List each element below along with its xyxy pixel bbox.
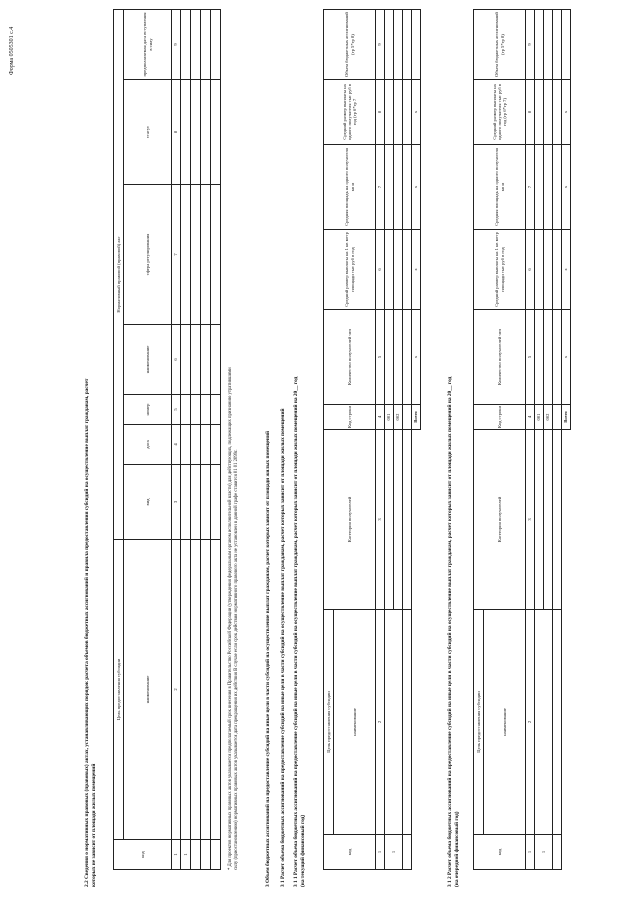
- table-cell: [211, 80, 221, 185]
- table-cell: [385, 145, 394, 230]
- table-cell: [201, 9, 211, 79]
- table-cell: [181, 80, 191, 185]
- table-cell: [201, 540, 211, 840]
- table-cell: Средний размер выплаты на одного получателя тыс руб в год (гр 6*гр 7): [474, 80, 526, 145]
- table-cell: 001: [535, 405, 544, 430]
- table-cell: [394, 230, 403, 310]
- table-cell: [385, 230, 394, 310]
- table-cell: 3: [526, 430, 535, 610]
- section-3-title: 3 Объем бюджетных ассигнований на предоставление субсидий на иные цели в части субсидий на осуществление выплат гражданам, расчет которых зависит от площади жилых помещений: [265, 430, 271, 887]
- col-header: наименование: [124, 540, 172, 840]
- table-cell: х: [412, 80, 421, 145]
- table-cell: [535, 10, 544, 80]
- table-cell: 1: [535, 835, 553, 870]
- table-cell: [201, 80, 211, 185]
- table-cell: [553, 610, 562, 835]
- table-cell: [191, 425, 201, 465]
- col-header: Цель предоставления субсидии: [114, 540, 124, 840]
- section-2-2-title: 2.2 Сведения о нормативных правовых (правовых) актах, устанавливающих порядок расчета объемов бюджетных ассигнований и правила предоставления субсидий на осуществление выплат гражданам, расчет которых не зависит от площади жилых помещений: [84, 378, 97, 887]
- table-cell: [394, 145, 403, 230]
- table-cell: Код строки: [324, 405, 376, 430]
- table-cell: [535, 145, 544, 230]
- table-cell: [535, 230, 544, 310]
- table-cell: 4: [172, 425, 181, 465]
- table-cell: 002: [394, 405, 403, 430]
- table-cell: [385, 310, 394, 405]
- total-label: Всего: [562, 405, 571, 430]
- table-cell: Средняя площадь на одного получателя кв м: [474, 145, 526, 230]
- table-cell: [191, 80, 201, 185]
- table-cell: [191, 325, 201, 395]
- table-cell: [403, 835, 412, 870]
- table-cell: 9: [172, 9, 181, 79]
- table-cell: [211, 840, 221, 870]
- table-cell: наименование: [484, 610, 526, 835]
- table-cell: 6: [172, 325, 181, 395]
- table-cell: [385, 10, 394, 80]
- table-cell: [181, 185, 191, 325]
- table-cell: 8: [376, 80, 385, 145]
- table-cell: [201, 325, 211, 395]
- table-cell: [412, 430, 421, 610]
- table-cell: 1: [376, 835, 385, 870]
- col-header: Нормативный правовой (правовой) акт: [114, 9, 124, 539]
- table-cell: наименование: [334, 610, 376, 835]
- table-cell: х: [412, 310, 421, 405]
- table-cell: [553, 310, 562, 405]
- table-cell: [412, 610, 421, 835]
- table-cell: код: [324, 835, 376, 870]
- col-header: вид: [124, 465, 172, 540]
- table-cell: [403, 430, 412, 610]
- table-cell: [385, 80, 394, 145]
- row-code: 1: [181, 840, 191, 870]
- table-cell: [544, 430, 553, 610]
- table-3-1-2: [473, 9, 571, 870]
- table-cell: [181, 395, 191, 425]
- table-cell: Цель предоставления субсидии: [474, 610, 484, 835]
- table-cell: 3: [376, 430, 385, 610]
- table-cell: Средний размер выплаты на 1 кв метр площади тыс руб в год: [474, 230, 526, 310]
- table-cell: 3: [172, 465, 181, 540]
- table-cell: Объем бюджетных ассигнований (гр 5*гр 8): [324, 10, 376, 80]
- table-cell: [412, 10, 421, 80]
- table-cell: [553, 405, 562, 430]
- table-cell: [385, 610, 403, 835]
- table-cell: [211, 325, 221, 395]
- table-cell: 4: [376, 405, 385, 430]
- table-cell: Средний размер выплаты на 1 кв метр площади тыс руб в год: [324, 230, 376, 310]
- table-cell: 002: [544, 405, 553, 430]
- section-3-1-1-title: 3 1 1 Расчет объема бюджетных ассигнований на предоставление субсидий на иные цели в части субсидий на осуществление выплат гражданам, расчет которых зависит от площади жилых помещений на 20__ год (на текущий финансовый год): [293, 376, 306, 887]
- col-header: наименование: [124, 325, 172, 395]
- table-cell: Цель предоставления субсидии: [324, 610, 334, 835]
- table-cell: Средняя площадь на одного получателя кв м: [324, 145, 376, 230]
- table-cell: [535, 430, 544, 610]
- table-cell: [181, 540, 191, 840]
- table-cell: [403, 405, 412, 430]
- table-cell: [191, 465, 201, 540]
- table-cell: [211, 425, 221, 465]
- table-cell: [394, 80, 403, 145]
- table-cell: Категория получателей: [324, 430, 376, 610]
- table-cell: [535, 310, 544, 405]
- table-cell: [201, 395, 211, 425]
- table-cell: 8: [526, 80, 535, 145]
- table-cell: х: [562, 230, 571, 310]
- table-cell: [394, 310, 403, 405]
- table-3-1-1: [323, 9, 421, 870]
- section-3-1-title: 3 1 Расчет объема бюджетных ассигнований на предоставление субсидий на иные цели в части субсидий на осуществление выплат гражданам, расчет которых зависит от площади жилых помещений: [280, 408, 286, 887]
- table-cell: х: [412, 230, 421, 310]
- table-cell: 5: [376, 310, 385, 405]
- table-cell: 6: [526, 230, 535, 310]
- table-cell: [553, 430, 562, 610]
- total-label: Всего: [412, 405, 421, 430]
- table-cell: [544, 145, 553, 230]
- table-cell: [211, 9, 221, 79]
- table-cell: [562, 835, 571, 870]
- table-cell: [201, 465, 211, 540]
- table-cell: код: [474, 835, 526, 870]
- table-cell: [211, 395, 221, 425]
- table-2-2: [113, 9, 221, 870]
- table-cell: Категория получателей: [474, 430, 526, 610]
- col-header: номер: [124, 395, 172, 425]
- table-cell: [201, 185, 211, 325]
- table-cell: [191, 540, 201, 840]
- footnote: * Для проектов нормативных правовых актов указывается предполагаемый срок внесения в Правительство Российской Федерации (утверждения федеральным органом исполнительной власти) для действующих, подлежащих признанию утратившими силу (приостановлению) нормативных правовых актов указывается дата прекращения их действия В случае если срок действия нормативного правового акта не установлен в данной графе ставится 01 01 2099г.: [228, 367, 239, 870]
- table-cell: [181, 465, 191, 540]
- table-cell: [181, 325, 191, 395]
- table-cell: 7: [172, 185, 181, 325]
- table-cell: Код строки: [474, 405, 526, 430]
- col-header: статус: [124, 80, 172, 185]
- table-cell: [191, 395, 201, 425]
- table-cell: [403, 10, 412, 80]
- table-cell: 2: [172, 540, 181, 840]
- col-header: предполагаемая дата вступления в силу: [124, 9, 172, 79]
- table-cell: 1: [172, 840, 181, 870]
- table-cell: 2: [526, 610, 535, 835]
- table-cell: 9: [376, 10, 385, 80]
- table-cell: [385, 430, 394, 610]
- table-cell: Объем бюджетных ассигнований (гр 5*гр 8): [474, 10, 526, 80]
- table-cell: 5: [172, 395, 181, 425]
- table-cell: х: [562, 80, 571, 145]
- form-code: Форма 0505301 с.4: [9, 26, 15, 75]
- table-cell: Количество получателей чел: [474, 310, 526, 405]
- table-cell: [201, 425, 211, 465]
- table-cell: х: [562, 310, 571, 405]
- table-cell: [562, 10, 571, 80]
- table-cell: [191, 9, 201, 79]
- table-cell: [553, 80, 562, 145]
- table-cell: [553, 230, 562, 310]
- table-cell: [562, 430, 571, 610]
- table-cell: [211, 540, 221, 840]
- table-cell: [181, 425, 191, 465]
- table-cell: 1: [526, 835, 535, 870]
- col-header: код: [114, 840, 172, 870]
- table-cell: 4: [526, 405, 535, 430]
- table-cell: 7: [526, 145, 535, 230]
- table-cell: [191, 840, 201, 870]
- table-cell: Средний размер выплаты на одного получателя тыс руб в год (гр 6*гр 7: [324, 80, 376, 145]
- table-cell: [544, 310, 553, 405]
- table-cell: [403, 310, 412, 405]
- table-cell: Количество получателей чел: [324, 310, 376, 405]
- table-cell: [544, 230, 553, 310]
- table-cell: [403, 610, 412, 835]
- col-header: сфера регулирования: [124, 185, 172, 325]
- table-cell: [394, 430, 403, 610]
- table-cell: [403, 230, 412, 310]
- table-cell: [553, 835, 562, 870]
- table-cell: [553, 145, 562, 230]
- table-cell: 9: [526, 10, 535, 80]
- table-cell: [394, 10, 403, 80]
- table-cell: [535, 610, 553, 835]
- table-cell: 6: [376, 230, 385, 310]
- table-cell: 7: [376, 145, 385, 230]
- table-cell: [403, 145, 412, 230]
- table-cell: [181, 9, 191, 79]
- table-cell: 5: [526, 310, 535, 405]
- table-cell: [211, 465, 221, 540]
- table-cell: [544, 10, 553, 80]
- table-cell: [544, 80, 553, 145]
- section-3-1-2-title: 3 1 2 Расчет объема бюджетных ассигнований на предоставление субсидий на иные цели в части субсидий на осуществление выплат гражданам, расчет которых зависит от площади жилых помещений на 20__ год (на очередной финансовый год): [447, 376, 460, 887]
- table-cell: [201, 840, 211, 870]
- table-cell: [553, 10, 562, 80]
- table-cell: [412, 835, 421, 870]
- table-cell: [191, 185, 201, 325]
- table-cell: [535, 80, 544, 145]
- table-cell: 8: [172, 80, 181, 185]
- table-cell: [403, 80, 412, 145]
- table-cell: х: [412, 145, 421, 230]
- table-cell: 001: [385, 405, 394, 430]
- col-header: дата: [124, 425, 172, 465]
- table-cell: [562, 610, 571, 835]
- table-cell: 2: [376, 610, 385, 835]
- table-cell: 1: [385, 835, 403, 870]
- table-cell: х: [562, 145, 571, 230]
- table-cell: [211, 185, 221, 325]
